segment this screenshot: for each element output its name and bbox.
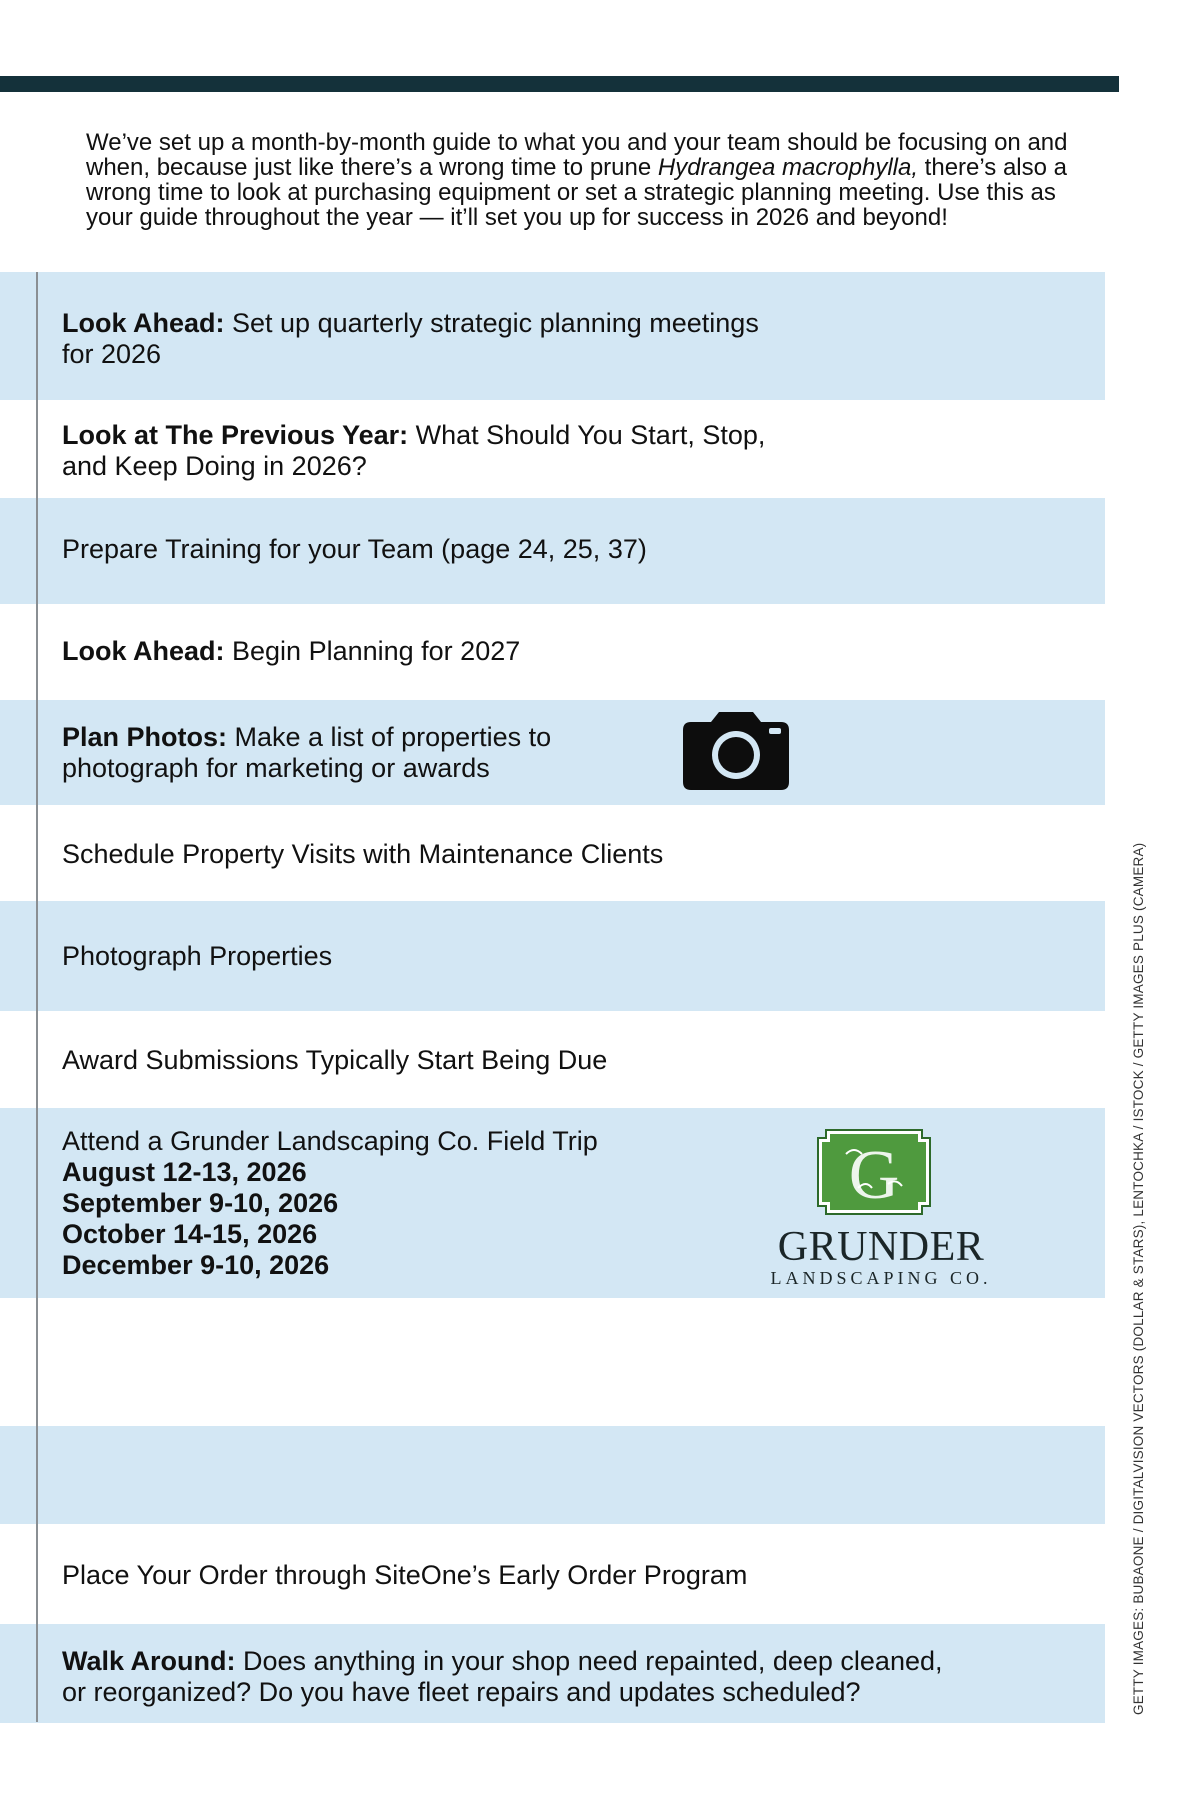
row-text: Photograph Properties <box>62 941 333 971</box>
row-plan-photos <box>0 700 1105 805</box>
row-siteone-order <box>0 1524 1105 1624</box>
field-trip-date: December 9-10, 2026 <box>62 1250 330 1280</box>
row-property-visits <box>0 805 1105 901</box>
logo-wordmark: GRUNDER <box>777 1224 985 1270</box>
row-text: Look Ahead: Set up quarterly strategic planning meetings for 2026 <box>62 308 759 369</box>
row-text: Attend a Grunder Landscaping Co. Field Trip August 12-13, 2026 September 9-10, 2026 October 14-15, 2026 December 9-10, 2026 <box>62 1126 598 1280</box>
field-trip-date: October 14-15, 2026 <box>62 1219 318 1249</box>
camera-icon <box>683 712 789 790</box>
photo-credit: GETTY IMAGES: BUBAONE / DIGITALVISION VECTORS (DOLLAR & STARS), LENTOCHKA / ISTOCK / GETTY IMAGES PLUS (CAMERA) <box>1131 842 1146 1715</box>
row-text: Walk Around: Does anything in your shop need repainted, deep cleaned, or reorganized? Do you have fleet repairs and updates scheduled? <box>62 1646 943 1707</box>
timeline-line <box>36 272 38 1722</box>
field-trip-date: August 12-13, 2026 <box>62 1157 307 1187</box>
row-plan-2027 <box>0 604 1105 700</box>
top-accent-bar <box>0 76 1119 92</box>
row-walk-around <box>0 1624 1105 1723</box>
field-trip-date: September 9-10, 2026 <box>62 1188 339 1218</box>
row-photograph-properties <box>0 901 1105 1011</box>
row-text: Schedule Property Visits with Maintenance Clients <box>62 839 664 869</box>
row-text: Place Your Order through SiteOne’s Early Order Program <box>62 1560 748 1590</box>
row-text: Prepare Training for your Team (page 24, 25, 37) <box>62 534 647 564</box>
row-previous-year <box>0 400 1105 498</box>
logo-subtitle: LANDSCAPING CO. <box>770 1268 992 1288</box>
row-text: Plan Photos: Make a list of properties to photograph for marketing or awards <box>62 722 552 783</box>
row-text: Award Submissions Typically Start Being Due <box>62 1045 608 1075</box>
svg-text:G: G <box>848 1137 900 1214</box>
row-text: Look at The Previous Year: What Should You Start, Stop, and Keep Doing in 2026? <box>62 420 766 481</box>
row-empty-2 <box>0 1426 1105 1524</box>
row-text: Look Ahead: Begin Planning for 2027 <box>62 636 521 666</box>
grunder-logo <box>750 1128 1012 1290</box>
row-look-ahead-meetings <box>0 272 1105 400</box>
row-award-submissions <box>0 1011 1105 1108</box>
row-prepare-training <box>0 498 1105 604</box>
row-empty-1 <box>0 1298 1105 1426</box>
intro-paragraph: We’ve set up a month-by-month guide to what you and your team should be focusing on and when, because just like there’s a wrong time to prune Hydrangea macrophylla, there’s also a wrong time to look at purchasing equipment or set a strategic planning meeting. Use this as your guide throughout the year — it’ll set you up for success in 2026 and beyond! <box>86 129 1068 231</box>
